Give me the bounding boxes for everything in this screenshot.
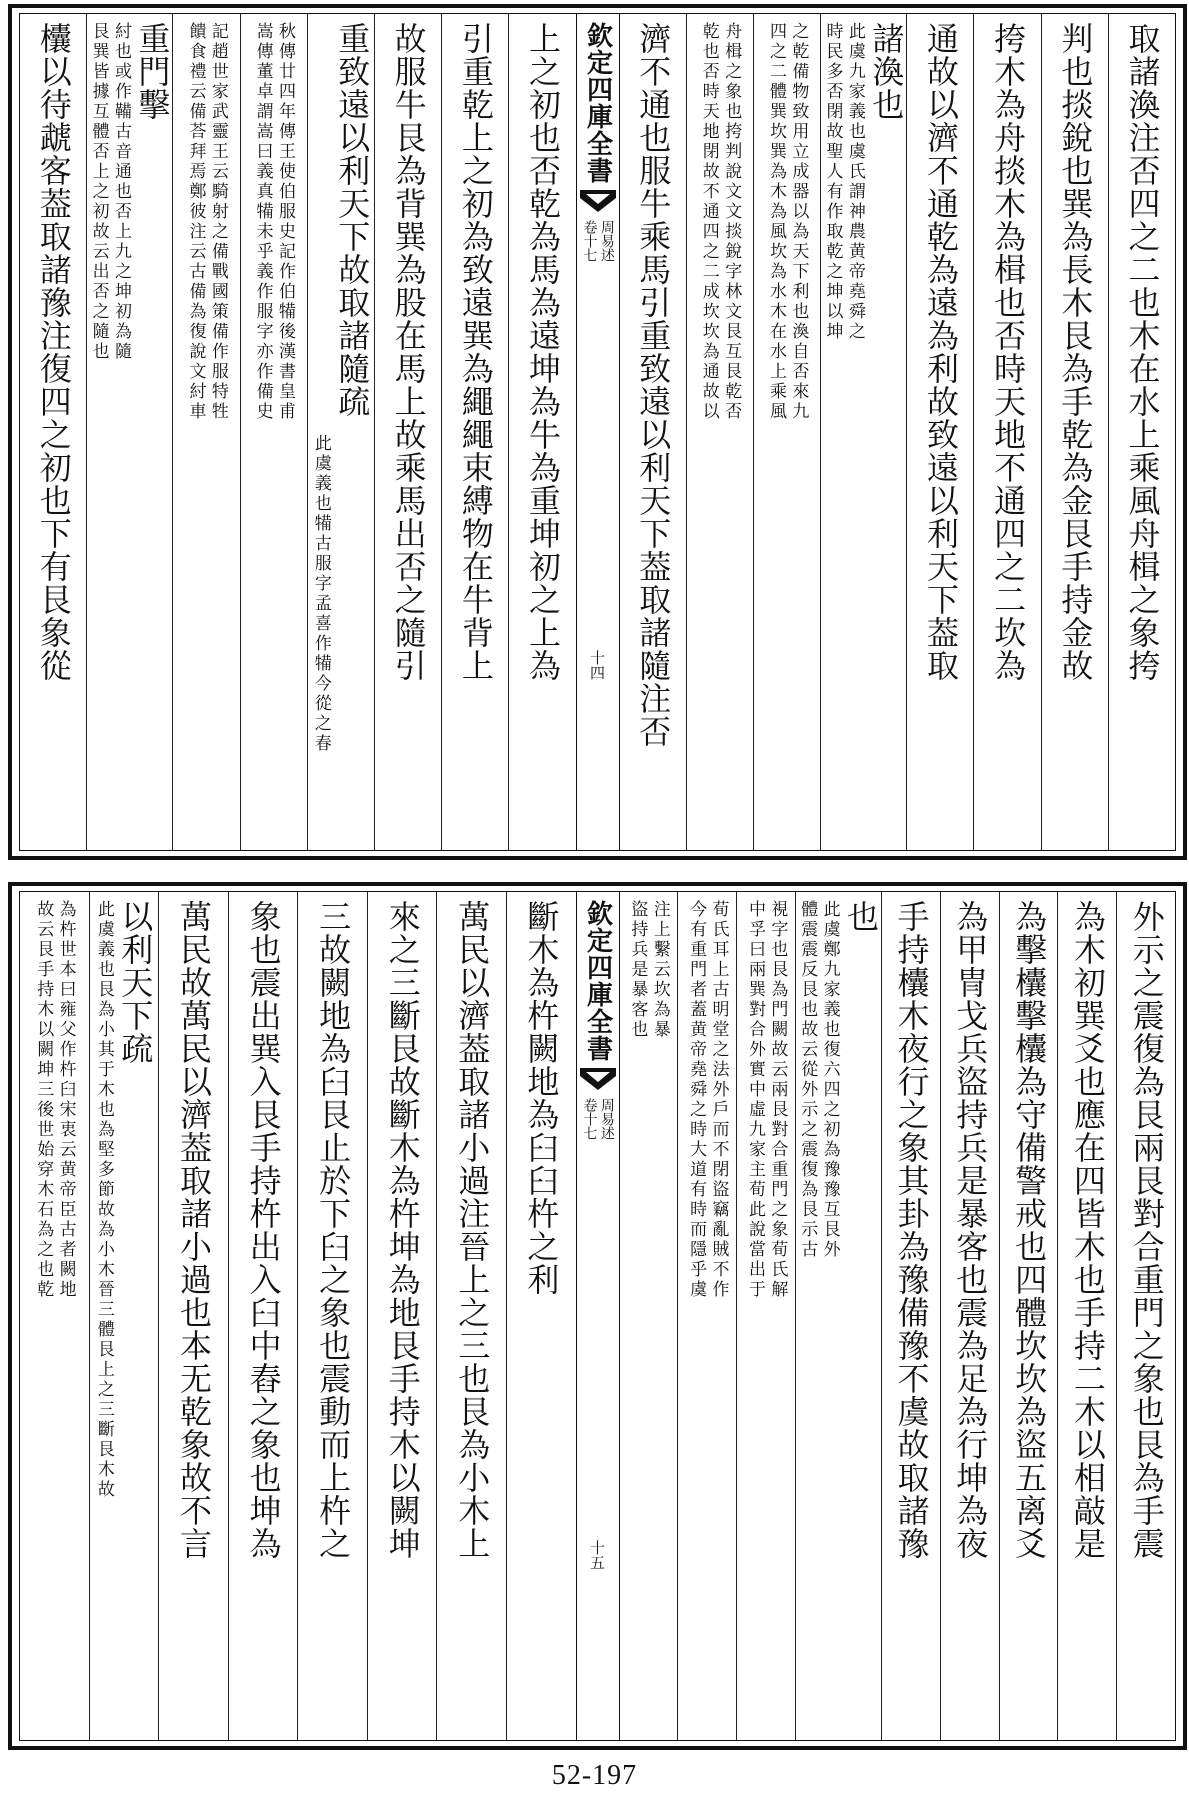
commentary-column: 重門擊 紂也或作鞴古音通也否上九之坤初為隨 艮巽皆據互體否上之初故云出否之隨也 bbox=[86, 14, 172, 850]
commentary-column: 諸渙也 此虞九家義也虞氏謂神農黄帝堯舜之 時民多否閉故聖人有作取乾之坤以坤 bbox=[820, 14, 906, 850]
commentary-column: 舟楫之象也挎判說文文掞銳字林文艮互艮乾否 乾也否時天地閉故不通四之二成坎坎為通故以 bbox=[686, 14, 753, 850]
top-left-half bbox=[20, 14, 576, 850]
bottom-page bbox=[8, 882, 1187, 1750]
commentary-column: 荀氏耳上古明堂之法外戶而不閉盜竊亂賊不作 今有重門者蓋黄帝堯舜之時大道有時而隱乎虞 bbox=[677, 892, 736, 1740]
top-page bbox=[8, 4, 1187, 860]
commentary-column: 秋傳廿四年傳王使伯服史記作伯犕後漢書皇甫 嵩傳董卓謂嵩曰義真犕未乎義作服字亦作備史 bbox=[240, 14, 307, 850]
commentary-column: 記趙世家武靈王云騎射之備戰國策備作服特牲 饋食禮云備荅拜焉鄭彼注云古備為復說文紂車 bbox=[172, 14, 239, 850]
text-column: 萬民以濟葢取諸小過注晉上之三也艮為小木上 bbox=[436, 892, 506, 1740]
text-column: 三故闕地為臼艮止於下臼之象也震動而上杵之 bbox=[297, 892, 367, 1740]
page-footer: 52-197 bbox=[551, 1760, 638, 1791]
text-column: 引重乾上之初為致遠巽為繩繩束縛物在牛背上 bbox=[441, 14, 508, 850]
commentary-column: 注上繫云坎為暴 盜持兵是暴客也 bbox=[627, 900, 670, 1040]
fish-tail-icon bbox=[580, 190, 616, 212]
book-label: 周易述 卷十七 bbox=[581, 1098, 615, 1140]
commentary-column: 視字也艮為門闕故云兩艮對合重門之象荀氏解 中孚曰兩巽對合外實中虛九家主荀此說當出于 bbox=[736, 892, 795, 1740]
text-column: 通故以濟不通乾為遠為利故致遠以利天下葢取 bbox=[906, 14, 973, 850]
text-column: 為擊欜擊欜為守備警戒也四體坎坎為盜五离爻 bbox=[999, 892, 1058, 1740]
text-column: 上之初也否乾為馬為遠坤為牛為重坤初之上為 bbox=[508, 14, 575, 850]
text-column: 萬民故萬民以濟葢取諸小過也本无乾象故不言 bbox=[158, 892, 228, 1740]
running-head: 欽定四庫全書 bbox=[582, 22, 613, 184]
commentary-column: 重致遠以利天下故取諸隨疏 此虞義也犕古服字孟喜作犕今從之春 bbox=[307, 14, 374, 850]
commentary-column: 之乾備物致用立成器以為天下利也渙自否來九 四之二體巽坎巽為木為風坎為水木在水上乘風 bbox=[753, 14, 820, 850]
text-column: 來之三斷艮故斷木為杵坤為地艮手持木以闕坤 bbox=[367, 892, 437, 1740]
bottom-page-frame bbox=[19, 891, 1176, 1741]
text-column: 挎木為舟掞木為楫也否時天地不通四之二坎為 bbox=[973, 14, 1040, 850]
fish-tail-icon bbox=[580, 1068, 616, 1090]
book-label: 周易述 卷十七 bbox=[581, 220, 615, 262]
commentary-column: 也 此虞鄭九家義也復六四之初為豫豫互艮外 體震震反艮也故云從外示之震復為艮示古 bbox=[795, 892, 881, 1740]
bottom-left-half bbox=[20, 892, 576, 1740]
commentary-column: 斷木為杵闕地為臼臼杵之利 bbox=[506, 892, 576, 1740]
text-column: 濟不通也服牛乘馬引重致遠以利天下葢取諸隨注否 bbox=[634, 22, 673, 748]
center-margin bbox=[576, 892, 620, 1740]
top-right-half bbox=[620, 14, 1176, 850]
text-column: 欜以待虣客葢取諸豫注復四之初也下有艮象從 bbox=[34, 22, 73, 682]
commentary-column: 為杵世本曰雍父作杵臼宋衷云黄帝臣古者闕地 故云艮手持木以闕坤三後世始穿木石為之也乾 bbox=[33, 900, 76, 1300]
text-column: 象也震出巽入艮手持杵出入臼中舂之象也坤為 bbox=[228, 892, 298, 1740]
bottom-right-half bbox=[620, 892, 1176, 1740]
text-column: 為甲冑戈兵盜持兵是暴客也震為足為行坤為夜 bbox=[940, 892, 999, 1740]
page-number: 十四 bbox=[588, 650, 606, 680]
text-column: 判也掞銳也巽為長木艮為手乾為金艮手持金故 bbox=[1041, 14, 1108, 850]
text-column: 故服牛艮為背巽為股在馬上故乘馬出否之隨引 bbox=[374, 14, 441, 850]
text-column: 取諸渙注否四之二也木在水上乘風舟楫之象挎 bbox=[1108, 14, 1175, 850]
page-number: 十五 bbox=[588, 1540, 606, 1570]
text-column: 外示之震復為艮兩艮對合重門之象也艮為手震 bbox=[1116, 892, 1175, 1740]
text-column: 為木初巽爻也應在四皆木也手持二木以相敲是 bbox=[1057, 892, 1116, 1740]
text-column: 手持欜木夜行之象其卦為豫備豫不虞故取諸豫 bbox=[881, 892, 940, 1740]
commentary-column: 以利天下疏 此虞義也艮為小其于木也為堅多節故為小木晉三體艮上之三斷艮木故 bbox=[89, 892, 159, 1740]
running-head: 欽定四庫全書 bbox=[582, 900, 613, 1062]
top-page-frame bbox=[19, 13, 1176, 851]
center-margin bbox=[576, 14, 620, 850]
